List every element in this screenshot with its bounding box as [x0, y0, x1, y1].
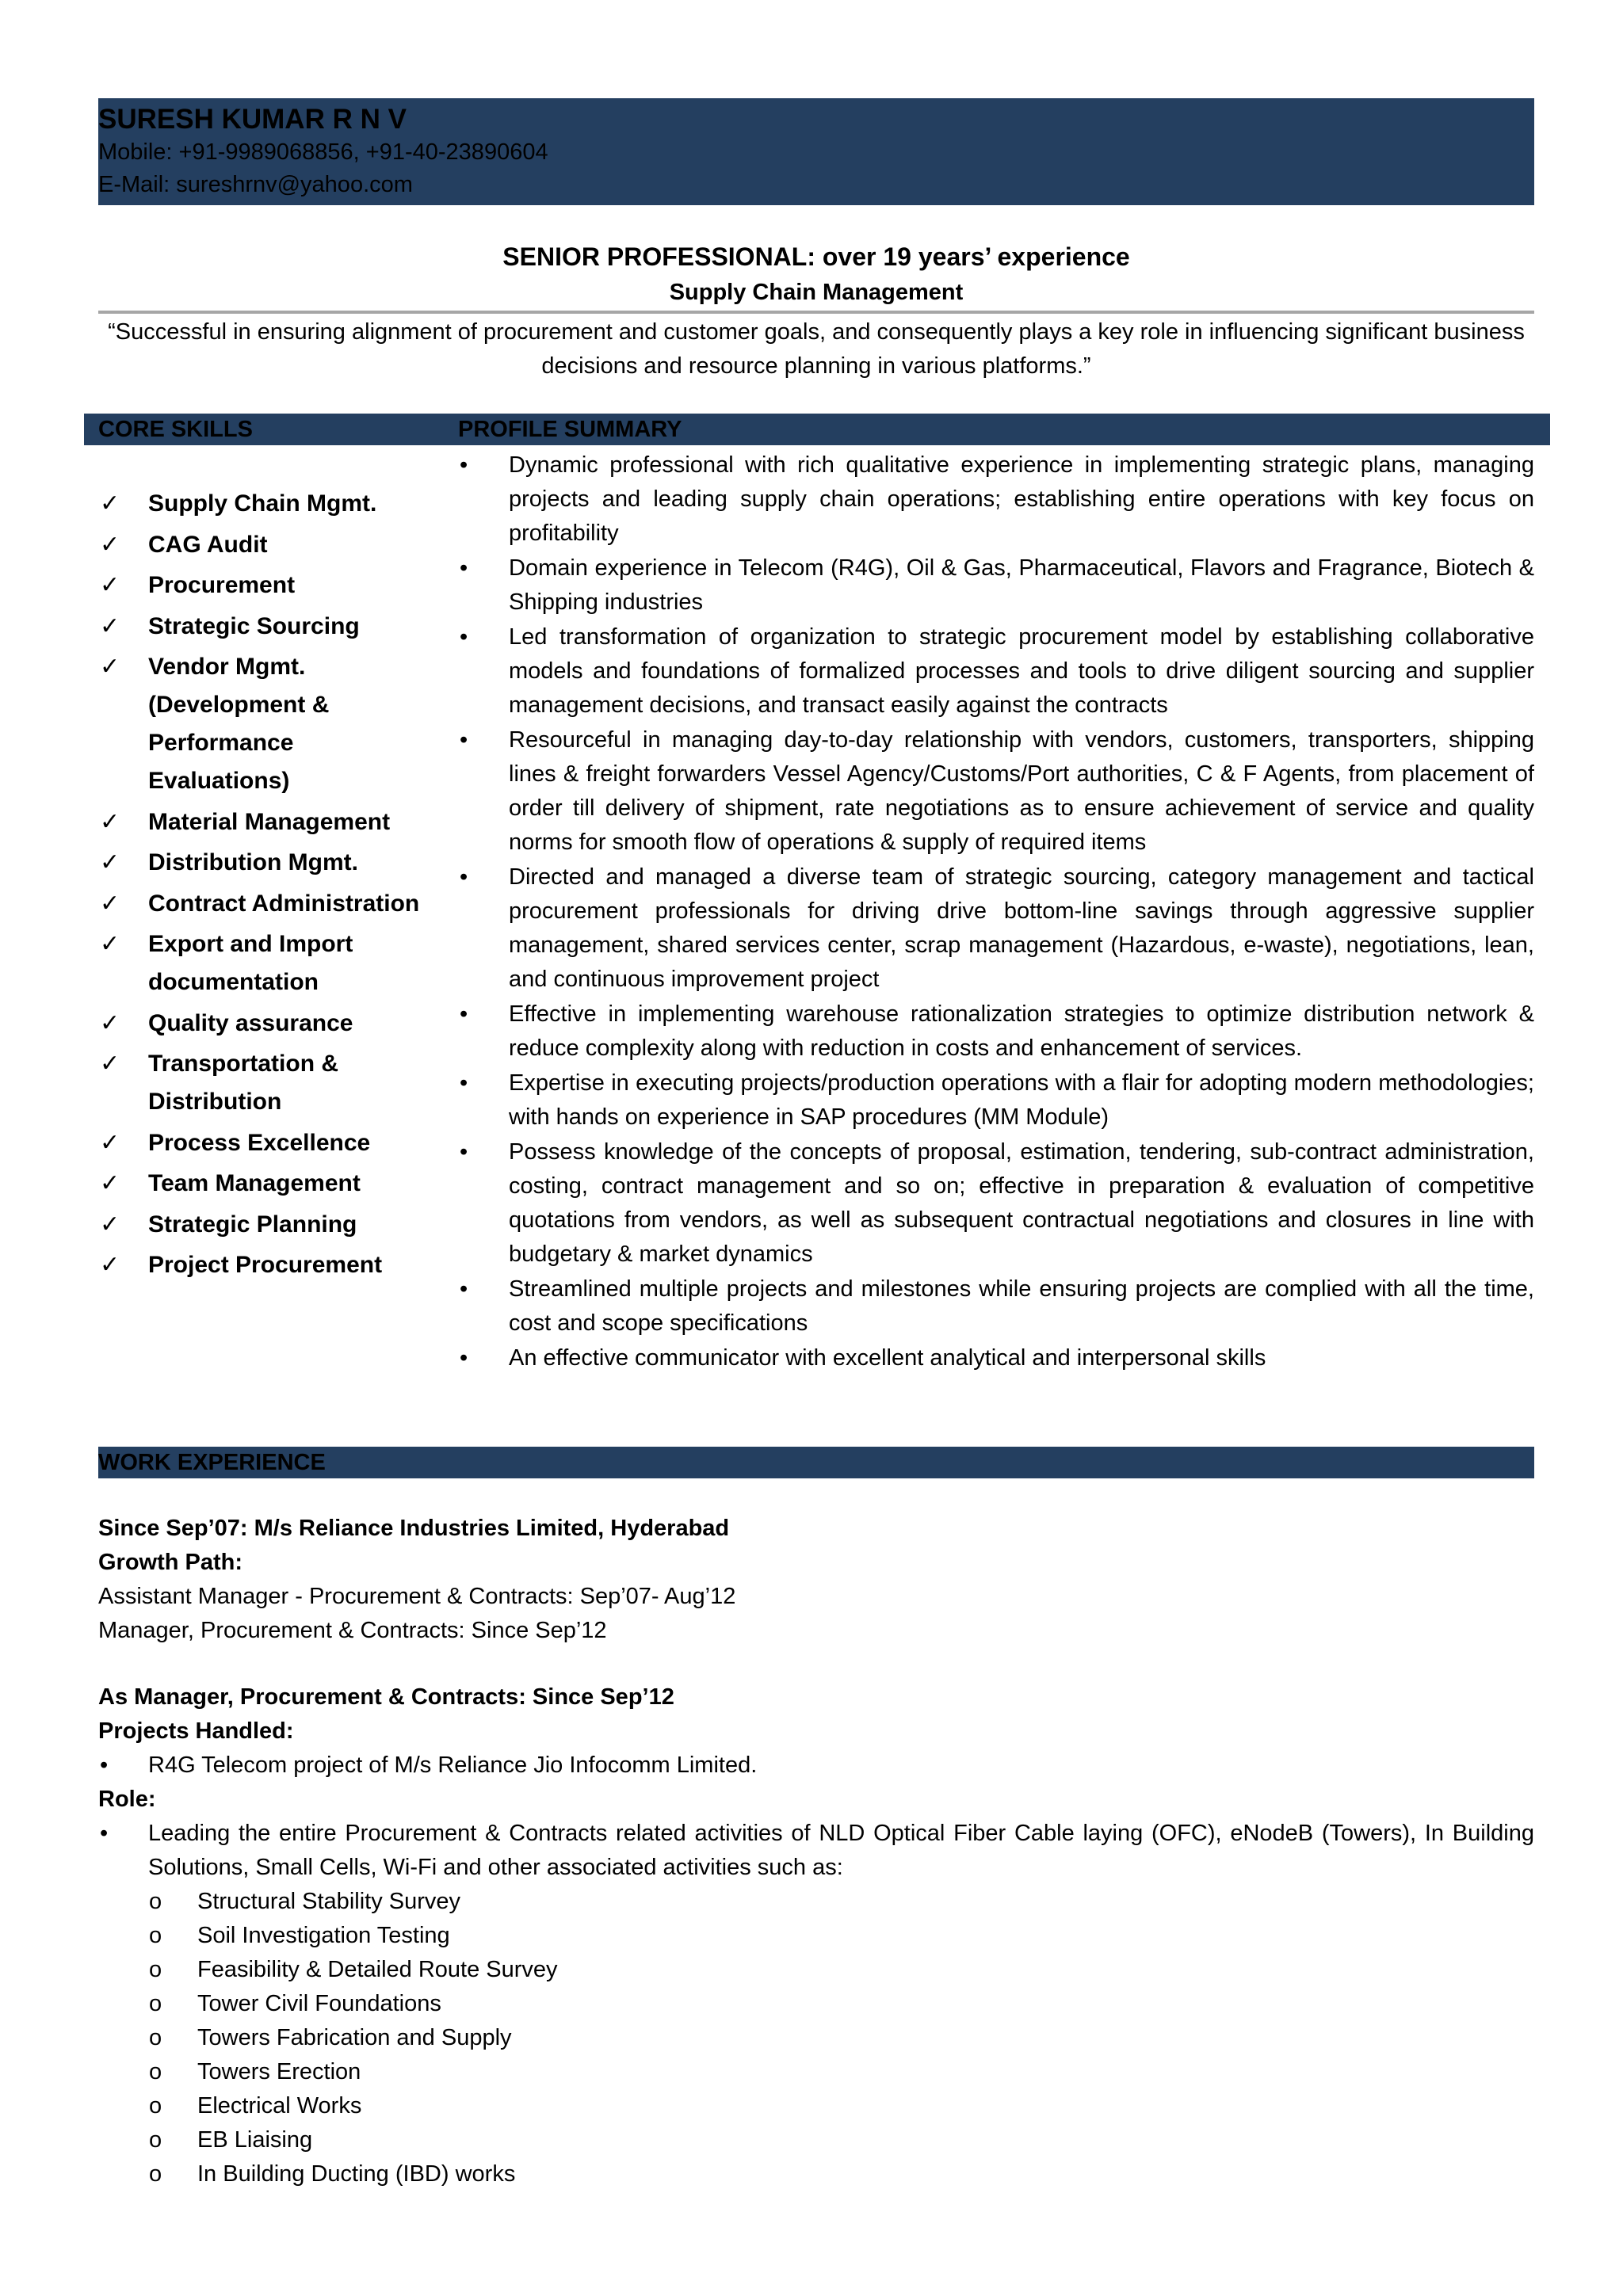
activity-item: [98, 2123, 1534, 2157]
role-lead-text: Leading the entire Procurement & Contracts related activities of NLD Optical Fiber Cable laying (OFC), eNodeB (Towers), In Building Solutions, Small Cells, Wi-Fi and other associated activities such as:: [148, 1821, 1534, 1880]
project-item-text: R4G Telecom project of M/s Reliance Jio Infocomm Limited.: [148, 1753, 758, 1778]
checkmark-icon: ✓: [100, 654, 120, 680]
profile-item: [458, 1066, 1534, 1135]
company-line: Since Sep’07: M/s Reliance Industries Limited, Hyderabad: [98, 1516, 730, 1541]
activity-item-text: Structural Stability Survey: [197, 1889, 461, 1914]
skill-item: [98, 1005, 431, 1043]
projects-label: Projects Handled:: [98, 1718, 294, 1744]
hollow-circle-icon: o: [149, 2059, 162, 2084]
profile-item-text: An effective communicator with excellent analytical and interpersonal skills: [509, 1345, 1266, 1371]
profile-item-text: Effective in implementing warehouse rationalization strategies to optimize distribution network & reduce complexity along with reduction in costs and enhancement of services.: [509, 1001, 1534, 1061]
skill-item: [98, 1165, 431, 1203]
skill-item-text: Procurement: [148, 572, 296, 598]
profile-summary-list: [458, 448, 1534, 1376]
profile-item: [458, 448, 1534, 551]
bullet-icon: •: [460, 727, 468, 753]
growth-item: [98, 1614, 1534, 1648]
checkmark-icon: ✓: [100, 1170, 120, 1196]
hollow-circle-icon: o: [149, 1957, 162, 1982]
growth-path-list: [98, 1580, 1534, 1648]
project-item: [98, 1749, 1534, 1783]
profile-item-text: Directed and managed a diverse team of strategic sourcing, category management and tactical procurement professionals for driving drive bottom-line savings through aggressive supplier management, shared services center, scrap management (Hazardous, e-waste), negotiations, lean, and continuous improvement project: [509, 864, 1534, 992]
activity-item-text: Towers Fabrication and Supply: [197, 2025, 512, 2050]
skill-item-text: Quality assurance: [148, 1009, 353, 1036]
profile-item: [458, 1341, 1534, 1375]
projects-list: [98, 1749, 1534, 1783]
bullet-icon: •: [460, 1001, 468, 1027]
headline-title: SENIOR PROFESSIONAL: over 19 years’ experience: [502, 242, 1130, 271]
checkmark-icon: ✓: [100, 1129, 120, 1156]
core-skills-list: [98, 485, 431, 1287]
skill-item: [98, 1124, 431, 1162]
checkmark-icon: ✓: [100, 808, 120, 835]
activity-item-text: Soil Investigation Testing: [197, 1923, 450, 1948]
checkmark-icon: ✓: [100, 1252, 120, 1278]
bullet-icon: •: [460, 1070, 468, 1096]
activity-item-text: Tower Civil Foundations: [197, 1991, 441, 2016]
bullet-icon: •: [100, 1753, 109, 1778]
skill-item-text: Team Management: [148, 1170, 361, 1196]
activity-item: [98, 2021, 1534, 2055]
checkmark-icon: ✓: [100, 531, 120, 558]
skill-item: [98, 844, 431, 882]
activity-item: [98, 2055, 1534, 2089]
skill-item: [98, 1206, 431, 1244]
skill-item-text: Material Management: [148, 808, 391, 835]
hollow-circle-icon: o: [149, 2093, 162, 2119]
activity-item: [98, 2089, 1534, 2123]
bullet-icon: •: [460, 624, 468, 650]
email-line: E-Mail: sureshrnv@yahoo.com: [98, 172, 413, 197]
checkmark-icon: ✓: [100, 572, 120, 598]
summary-quote: “Successful in ensuring alignment of procurement and customer goals, and consequently plays a key role in influencing significant business decisions and resource planning in various platforms.”: [108, 319, 1525, 379]
work-experience-bar: [98, 1447, 1534, 1478]
skill-item-text: Strategic Planning: [148, 1211, 357, 1238]
skill-item: [98, 526, 431, 564]
activity-item-text: Feasibility & Detailed Route Survey: [197, 1957, 558, 1982]
candidate-name: SURESH KUMAR R N V: [98, 104, 407, 135]
skill-item: [98, 648, 431, 800]
skill-item: [98, 485, 431, 523]
skill-item-text: Distribution Mgmt.: [148, 849, 358, 875]
activity-item-text: Towers Erection: [197, 2059, 361, 2084]
growth-item-text: Assistant Manager - Procurement & Contracts: Sep’07- Aug’12: [98, 1584, 736, 1609]
checkmark-icon: ✓: [100, 1051, 120, 1077]
activity-item: [98, 1987, 1534, 2021]
profile-item: [458, 620, 1534, 723]
skill-item: [98, 608, 431, 646]
profile-item-text: Streamlined multiple projects and milestones while ensuring projects are complied with all the time, cost and scope specifications: [509, 1276, 1534, 1336]
spacer: [98, 1648, 1534, 1680]
hollow-circle-icon: o: [149, 1923, 162, 1948]
profile-item-text: Resourceful in managing day-to-day relationship with vendors, customers, transporters, shipping lines & freight forwarders Vessel Agency/Customs/Port authorities, C & F Agents, from placement of order till delivery of shipment, rate negotiations as to ensure achievement of service and quality norms for smooth flow of operations & supply of required items: [509, 727, 1534, 855]
skill-item: [98, 885, 431, 923]
hollow-circle-icon: o: [149, 1991, 162, 2016]
skill-item-text: Process Excellence: [148, 1129, 371, 1156]
profile-item-text: Domain experience in Telecom (R4G), Oil & Gas, Pharmaceutical, Flavors and Fragrance, Biotech & Shipping industries: [509, 555, 1534, 615]
role-item: [98, 1817, 1534, 1885]
core-skills-heading: CORE SKILLS: [98, 417, 253, 442]
mobile-line: Mobile: +91-9989068856, +91-40-23890604: [98, 139, 548, 165]
profile-item: [458, 551, 1534, 620]
bullet-icon: •: [460, 555, 468, 581]
activity-item: [98, 2157, 1534, 2191]
profile-item: [458, 860, 1534, 997]
skill-item-text: CAG Audit: [148, 531, 268, 558]
hollow-circle-icon: o: [149, 1889, 162, 1914]
checkmark-icon: ✓: [100, 849, 120, 875]
checkmark-icon: ✓: [100, 612, 120, 639]
growth-item-text: Manager, Procurement & Contracts: Since Sep’12: [98, 1618, 607, 1643]
growth-path-label: Growth Path:: [98, 1550, 243, 1575]
bullet-icon: •: [460, 864, 468, 890]
bullet-icon: •: [460, 1139, 468, 1165]
skill-item-text: Strategic Sourcing: [148, 612, 360, 639]
profile-item-text: Expertise in executing projects/production operations with a flair for adopting modern methodologies; with hands on experience in SAP procedures (MM Module): [509, 1070, 1534, 1130]
bullet-icon: •: [460, 1345, 468, 1371]
role-label: Role:: [98, 1787, 156, 1812]
profile-item: [458, 723, 1534, 860]
skill-item-text: Supply Chain Mgmt.: [148, 490, 377, 517]
bullet-icon: •: [460, 1276, 468, 1302]
skill-item: [98, 1246, 431, 1284]
headline-divider: [98, 311, 1534, 314]
work-experience-heading: WORK EXPERIENCE: [98, 1450, 326, 1475]
hollow-circle-icon: o: [149, 2025, 162, 2050]
growth-item: [98, 1580, 1534, 1614]
checkmark-icon: ✓: [100, 931, 120, 957]
activity-item-text: In Building Ducting (IBD) works: [197, 2161, 516, 2187]
profile-item-text: Dynamic professional with rich qualitative experience in implementing strategic plans, managing projects and leading supply chain operations; establishing entire operations with key focus on profitability: [509, 452, 1534, 546]
activities-list: [98, 1885, 1534, 2191]
checkmark-icon: ✓: [100, 490, 120, 517]
role-title: As Manager, Procurement & Contracts: Since Sep’12: [98, 1684, 674, 1710]
skill-item: [98, 1045, 431, 1121]
skill-item-text: Project Procurement: [148, 1252, 383, 1278]
activity-item-text: EB Liaising: [197, 2127, 313, 2153]
profile-item-text: Possess knowledge of the concepts of proposal, estimation, tendering, sub-contract administration, costing, contract management and so on; effective in preparation & evaluation of competitive quotations from vendors, as well as subsequent contractual negotiations and closures in line with budgetary & market dynamics: [509, 1139, 1534, 1267]
checkmark-icon: ✓: [100, 1211, 120, 1238]
skills-profile-bar: [84, 414, 1550, 445]
activity-item-text: Electrical Works: [197, 2093, 362, 2119]
hollow-circle-icon: o: [149, 2127, 162, 2153]
bullet-icon: •: [460, 452, 468, 478]
skill-item: [98, 803, 431, 841]
skill-item: [98, 566, 431, 605]
profile-summary-heading: PROFILE SUMMARY: [458, 417, 682, 442]
skill-item-text: Vendor Mgmt. (Development & Performance Evaluations): [148, 654, 330, 794]
skill-item-text: Contract Administration: [148, 890, 420, 917]
hollow-circle-icon: o: [149, 2161, 162, 2187]
activity-item: [98, 1885, 1534, 1919]
checkmark-icon: ✓: [100, 1009, 120, 1036]
activity-item: [98, 1953, 1534, 1987]
contact-header: [98, 98, 1534, 205]
skill-item: [98, 925, 431, 1001]
profile-item-text: Led transformation of organization to strategic procurement model by establishing collaborative models and foundations of formalized processes and tools to drive diligent sourcing and supplier management decisions, and transact easily against the contracts: [509, 624, 1534, 718]
profile-item: [458, 1272, 1534, 1341]
profile-item: [458, 997, 1534, 1066]
bullet-icon: •: [100, 1821, 109, 1846]
headline-subtitle: Supply Chain Management: [669, 280, 964, 305]
work-experience-section: [98, 1512, 1534, 2191]
checkmark-icon: ✓: [100, 890, 120, 917]
skill-item-text: Transportation & Distribution: [148, 1051, 339, 1115]
profile-item: [458, 1135, 1534, 1272]
activity-item: [98, 1919, 1534, 1953]
skill-item-text: Export and Import documentation: [148, 931, 353, 995]
